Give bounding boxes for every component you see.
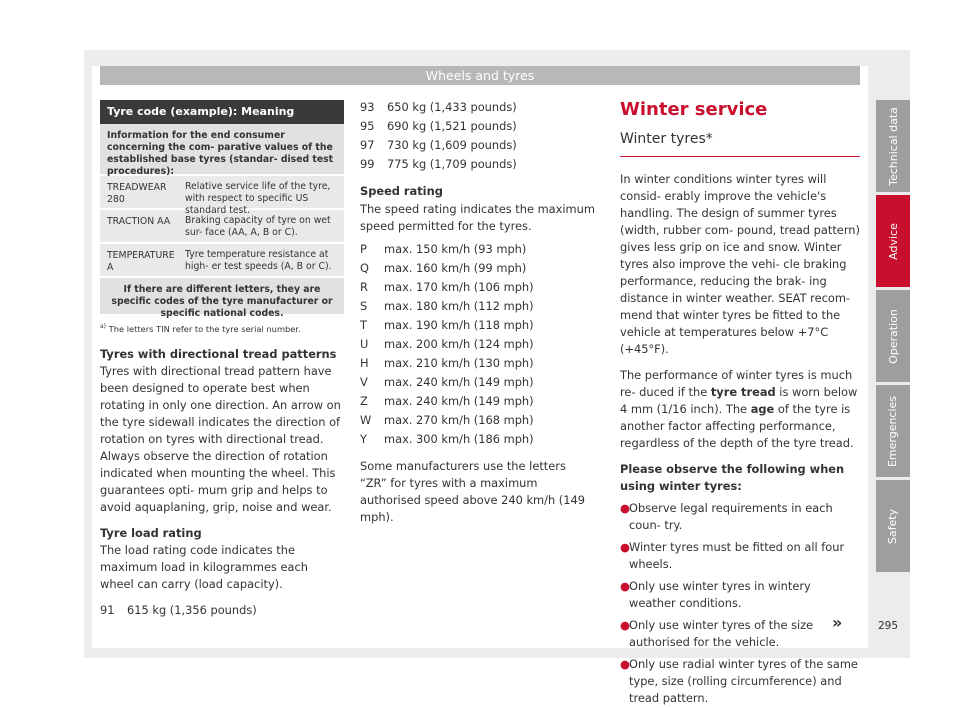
speed-row [360, 392, 595, 411]
load-row [360, 98, 595, 117]
speed-value: max. 160 km/h (99 mph) [384, 261, 527, 275]
speed-code: Q [360, 261, 369, 275]
table-meaning: Braking capacity of tyre on wet sur- face (AA, A, B or C). [185, 215, 331, 238]
speed-row [360, 297, 595, 316]
load-row [360, 136, 595, 155]
bullet-icon: ● [620, 540, 630, 554]
tab-label: Safety [886, 508, 900, 544]
winter-observe: Please observe the following when using winter tyres: [620, 462, 845, 493]
speed-value: max. 180 km/h (112 mph) [384, 299, 534, 313]
table-footer: If there are different letters, they are specific codes of the tyre manufacturer or specific national codes. [100, 278, 344, 314]
directional-text: Tyres with directional tread pattern have been designed to operate best when rotating in only one direction. An arrow on the tyre sidewall indicates the direction of rotation on tyres with directional tread. Always observe the direction of rotation indicated when mounting the wheel. This guarantees opti- mum grip and helps to avoid aquaplaning, grip, noise and wear. [100, 363, 341, 514]
speed-value: max. 190 km/h (118 mph) [384, 318, 534, 332]
continue-icon: » [832, 613, 843, 632]
table-code: TRACTION AA [107, 216, 171, 227]
tyre-code-table [100, 100, 344, 319]
speed-code: T [360, 318, 367, 332]
left-column [100, 100, 344, 619]
speed-row [360, 430, 595, 449]
text-span: of the tyre is another factor affecting performance, regardless of the depth of the tyre tread. [620, 402, 854, 450]
speed-row [360, 259, 595, 278]
tab-label: Emergencies [886, 395, 900, 467]
section-header: Wheels and tyres [100, 66, 860, 85]
bold-term: tyre tread [710, 385, 776, 399]
speed-row [360, 278, 595, 297]
table-code: TREADWEAR 280 [107, 182, 167, 205]
load-code: 91 [100, 602, 115, 617]
tab-advice[interactable] [876, 195, 910, 287]
speed-row [360, 373, 595, 392]
text-span: is worn below 4 mm (1/16 inch). The [620, 385, 858, 416]
load-rating-text: The load rating code indicates the maximum load in kilogrammes each wheel can carry (load capacity). [100, 542, 308, 591]
bullet-item [620, 539, 860, 573]
load-row [360, 155, 595, 174]
speed-rating-list [360, 240, 595, 449]
speed-value: max. 150 km/h (93 mph) [384, 242, 527, 256]
table-row [100, 176, 344, 216]
footnote-text: The letters TIN refer to the tyre serial number. [108, 323, 301, 334]
speed-rating-note: Some manufacturers use the letters “ZR” for tyres with a maximum authorised speed above 240 km/h (149 mph). [360, 459, 585, 524]
bullet-icon: ● [620, 501, 630, 515]
tab-technical-data[interactable] [876, 100, 910, 192]
side-tabs [876, 100, 910, 575]
table-row [100, 210, 344, 244]
bullet-item [620, 578, 860, 612]
speed-code: U [360, 337, 369, 351]
bullet-item [620, 617, 860, 651]
table-code: TEMPERATURE A [107, 250, 175, 273]
speed-code: H [360, 356, 369, 370]
speed-row [360, 335, 595, 354]
bold-term: age [750, 402, 775, 416]
speed-value: max. 240 km/h (149 mph) [384, 375, 534, 389]
speed-row [360, 411, 595, 430]
speed-code: W [360, 413, 372, 427]
tab-safety[interactable] [876, 480, 910, 572]
footnote-mark: a) [100, 323, 107, 330]
load-rating-title: Tyre load rating [100, 525, 202, 540]
speed-value: max. 270 km/h (168 mph) [384, 413, 534, 427]
speed-value: max. 240 km/h (149 mph) [384, 394, 534, 408]
speed-code: R [360, 280, 368, 294]
bullet-icon: ● [620, 657, 630, 671]
table-meaning: Relative service life of the tyre, with respect to specific US standard test. [185, 181, 331, 216]
table-row [100, 244, 344, 278]
page-number: 295 [878, 620, 899, 632]
tab-operation[interactable] [876, 290, 910, 382]
speed-code: Z [360, 394, 368, 408]
tab-emergencies[interactable] [876, 385, 910, 477]
speed-value: max. 200 km/h (124 mph) [384, 337, 534, 351]
middle-column [360, 98, 595, 526]
table-intro: Information for the end consumer concerning the com- parative values of the established base tyres (standar- dised test procedures): [100, 124, 344, 176]
table-meaning: Tyre temperature resistance at high- er test speeds (A, B or C). [185, 249, 332, 272]
winter-para-1: In winter conditions winter tyres will consid- erably improve the vehicle's handling. The design of summer tyres (width, rubber com- pound, tread pattern) gives less grip on ice and snow. Winter tyres also improve the vehi- cle braking performance, reducing the brak- ing distance in winter weather. SEAT recom- mend that winter tyres be fitted to the vehicle at temperatures below +7°C (+45°F). [620, 172, 860, 356]
tab-label: Technical data [886, 106, 900, 186]
load-code: 93 [360, 100, 375, 114]
bullet-icon: ● [620, 579, 630, 593]
footnote [100, 321, 344, 335]
bullet-text: Only use winter tyres in wintery weather conditions. [629, 579, 811, 610]
bullet-text: Observe legal requirements in each coun- try. [629, 501, 833, 532]
winter-title: Winter service [620, 99, 768, 120]
bullet-text: Only use radial winter tyres of the same type, size (rolling circumference) and tread pattern. [629, 657, 858, 705]
speed-row [360, 316, 595, 335]
speed-rating-text: The speed rating indicates the maximum speed permitted for the tyres. [360, 202, 595, 233]
speed-code: V [360, 375, 368, 389]
load-value: 730 kg (1,609 pounds) [387, 138, 517, 152]
load-row [100, 602, 344, 619]
speed-row [360, 354, 595, 373]
load-code: 95 [360, 119, 375, 133]
load-value: 615 kg (1,356 pounds) [127, 602, 257, 617]
directional-title: Tyres with directional tread patterns [100, 346, 337, 361]
table-heading: Tyre code (example): Meaning [100, 100, 344, 124]
speed-value: max. 300 km/h (186 mph) [384, 432, 534, 446]
load-value: 650 kg (1,433 pounds) [387, 100, 517, 114]
right-column [620, 98, 860, 707]
speed-value: max. 210 km/h (130 mph) [384, 356, 534, 370]
bullet-icon: ● [620, 618, 630, 632]
bullet-text: Winter tyres must be fitted on all four wheels. [629, 540, 845, 571]
winter-bullet-list [620, 500, 860, 707]
speed-code: S [360, 299, 368, 313]
load-value: 690 kg (1,521 pounds) [387, 119, 517, 133]
bullet-item [620, 656, 860, 707]
load-code: 99 [360, 157, 375, 171]
load-value: 775 kg (1,709 pounds) [387, 157, 517, 171]
load-row [360, 117, 595, 136]
speed-value: max. 170 km/h (106 mph) [384, 280, 534, 294]
text-span: The performance of winter tyres is much re- duced if the [620, 368, 853, 399]
speed-rating-title: Speed rating [360, 184, 443, 198]
speed-row [360, 240, 595, 259]
load-code: 97 [360, 138, 375, 152]
winter-subtitle: Winter tyres* [620, 130, 860, 157]
winter-para-2 [620, 367, 860, 452]
speed-code: Y [360, 432, 367, 446]
speed-code: P [360, 242, 367, 256]
bullet-text: Only use winter tyres of the size authorised for the vehicle. [629, 618, 814, 649]
bullet-item [620, 500, 860, 534]
tab-label: Advice [886, 222, 900, 260]
tab-label: Operation [886, 308, 900, 364]
